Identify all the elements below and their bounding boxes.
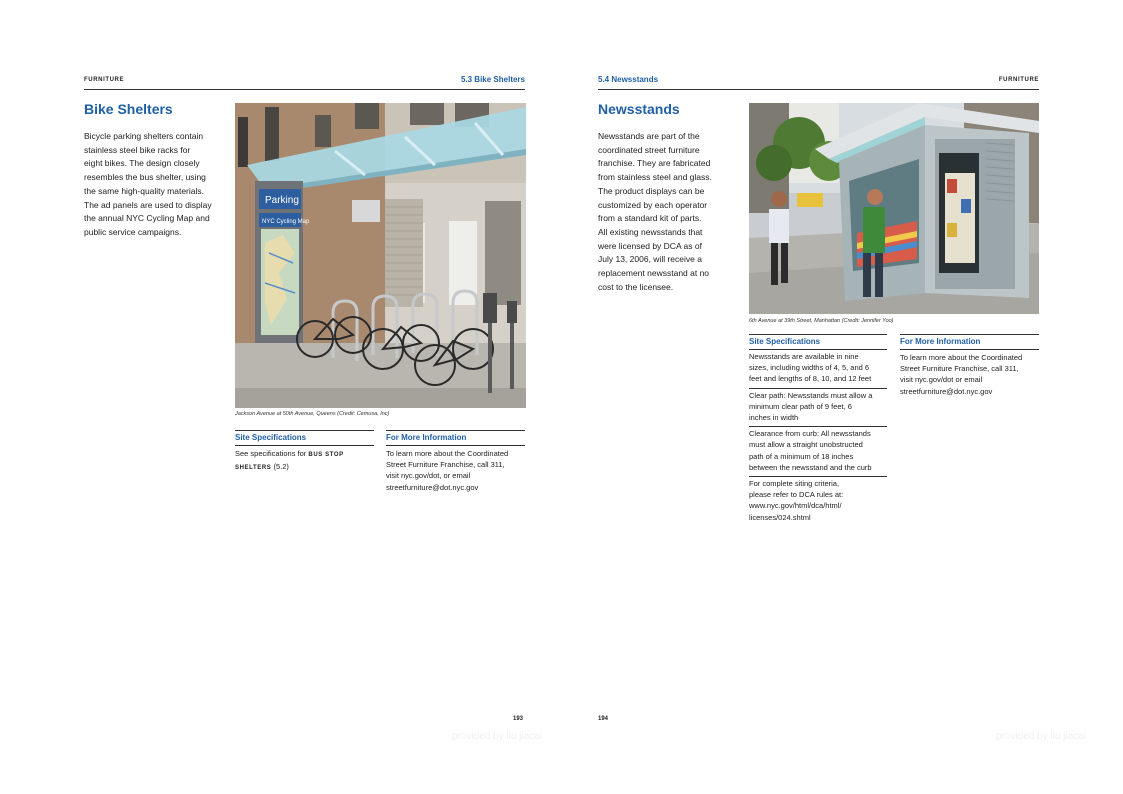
info-email: streetfurniture@dot.nyc.gov [386,482,479,492]
intro-line: the annual NYC Cycling Map and [84,213,210,224]
spec-line: minimum clear path of 9 feet, 6 [749,401,852,411]
info-line: visit nyc.gov/dot, or email [386,471,471,481]
running-head-section: 5.4 Newsstands [598,75,659,84]
intro-text [598,130,738,294]
intro-line: franchise. They are fabricated [598,158,711,169]
dca-rules-link: licenses/024.shtml [749,512,811,522]
more-information [386,430,525,493]
intro-line: replacement newsstand at no [598,268,710,279]
intro-line: resembles the bus shelter, using [84,172,206,183]
more-information-text [900,350,1039,397]
section-reference: (5.2) [273,462,289,472]
page-title: Bike Shelters [84,101,173,117]
running-head-label: FURNITURE [998,77,1039,83]
spec-line: inches in width [749,413,799,423]
page-number: 193 [513,716,524,722]
spec-line: feet and lengths of 8, 10, and 12 feet [749,374,872,384]
spec-line: Clear path: Newsstands must allow a [749,390,873,400]
intro-line: stainless steel bike racks for [84,144,191,155]
dca-rules-link: www.nyc.gov/html/dca/html/ [749,501,842,511]
intro-line: public service campaigns. [84,226,182,237]
site-specifications [235,430,374,474]
info-email: streetfurniture@dot.nyc.gov [900,386,993,396]
spec-item-curb-clearance [749,427,887,477]
photo-caption: Jackson Avenue at 50th Avenue, Queens (Credit: Cemusa, Inc) [235,411,390,417]
info-line: To learn more about the Coordinated [900,353,1023,362]
intro-line: Newsstands are part of the [598,131,700,141]
intro-line: cost to the licensee. [598,281,674,292]
intro-line: from a standard kit of parts. [598,213,702,224]
spec-line: must allow a straight unobstructed [749,440,863,450]
bike-shelter-photo [235,103,526,408]
spec-line: please refer to DCA rules at: [749,490,844,500]
more-information-heading: For More Information [900,334,1039,350]
site-specifications-text [235,446,374,474]
intro-line: July 13, 2006, will receive a [598,254,702,265]
info-line: To learn more about the Coordinated [386,449,509,458]
intro-line: The ad panels are used to display [84,199,212,210]
intro-line: Bicycle parking shelters contain [84,131,204,141]
info-line: Street Furniture Franchise, call 311, [900,364,1019,374]
cycling-map-text: NYC Cycling Map [262,219,310,225]
more-information-text [386,446,525,493]
running-head-section: 5.3 Bike Shelters [460,75,525,84]
spec-line: For complete siting criteria, [749,479,840,489]
intro-line: The product displays can be [598,185,705,196]
more-information-heading: For More Information [386,430,525,446]
info-line: Street Furniture Franchise, call 311, [386,460,505,470]
intro-line: were licensed by DCA as of [598,240,702,251]
parking-sign-text: Parking [265,195,299,206]
spec-line: path of a minimum of 18 inches [749,451,854,461]
spec-item-siting-criteria [749,477,887,526]
site-specifications-heading: Site Specifications [235,430,374,446]
page-title: Newsstands [598,101,680,117]
spec-item-sizes [749,350,887,389]
intro-line: coordinated street furniture [598,144,700,155]
watermark: provided by liu jiacai [452,731,543,742]
intro-line: All existing newsstands that [598,226,703,237]
running-head-left [84,74,525,90]
right-page [562,0,1123,794]
intro-line: eight bikes. The design closely [84,158,200,169]
intro-text [84,130,224,240]
newsstand-photo [749,103,1039,314]
intro-line: customized by each operator [598,199,708,210]
bus-stop-reference: BUS STOP [308,452,344,458]
site-specifications-heading: Site Specifications [749,334,887,350]
photo-caption: 6th Avenue at 39th Street, Manhattan (Credit: Jennifer Yoo) [749,318,894,324]
running-head-label: FURNITURE [84,77,125,83]
spec-line: Newsstands are available in nine [749,352,859,361]
running-head-right [598,74,1039,90]
watermark: provided by liu jiacai [996,731,1087,742]
spec-line: sizes, including widths of 4, 5, and 6 [749,363,870,373]
site-specifications [749,334,887,526]
more-information [900,334,1039,397]
info-line: visit nyc.gov/dot or email [900,375,983,385]
shelters-reference: SHELTERS [235,465,272,472]
spec-line: Clearance from curb: All newsstands [749,429,871,439]
left-page [0,0,561,794]
spec-text: See specifications for [235,449,307,458]
spec-line: between the newsstand and the curb [749,462,872,472]
page-number: 194 [598,716,609,722]
intro-line: the same high-quality materials. [84,185,205,196]
intro-line: from stainless steel and glass. [598,172,712,183]
spec-item-clear-path [749,389,887,428]
